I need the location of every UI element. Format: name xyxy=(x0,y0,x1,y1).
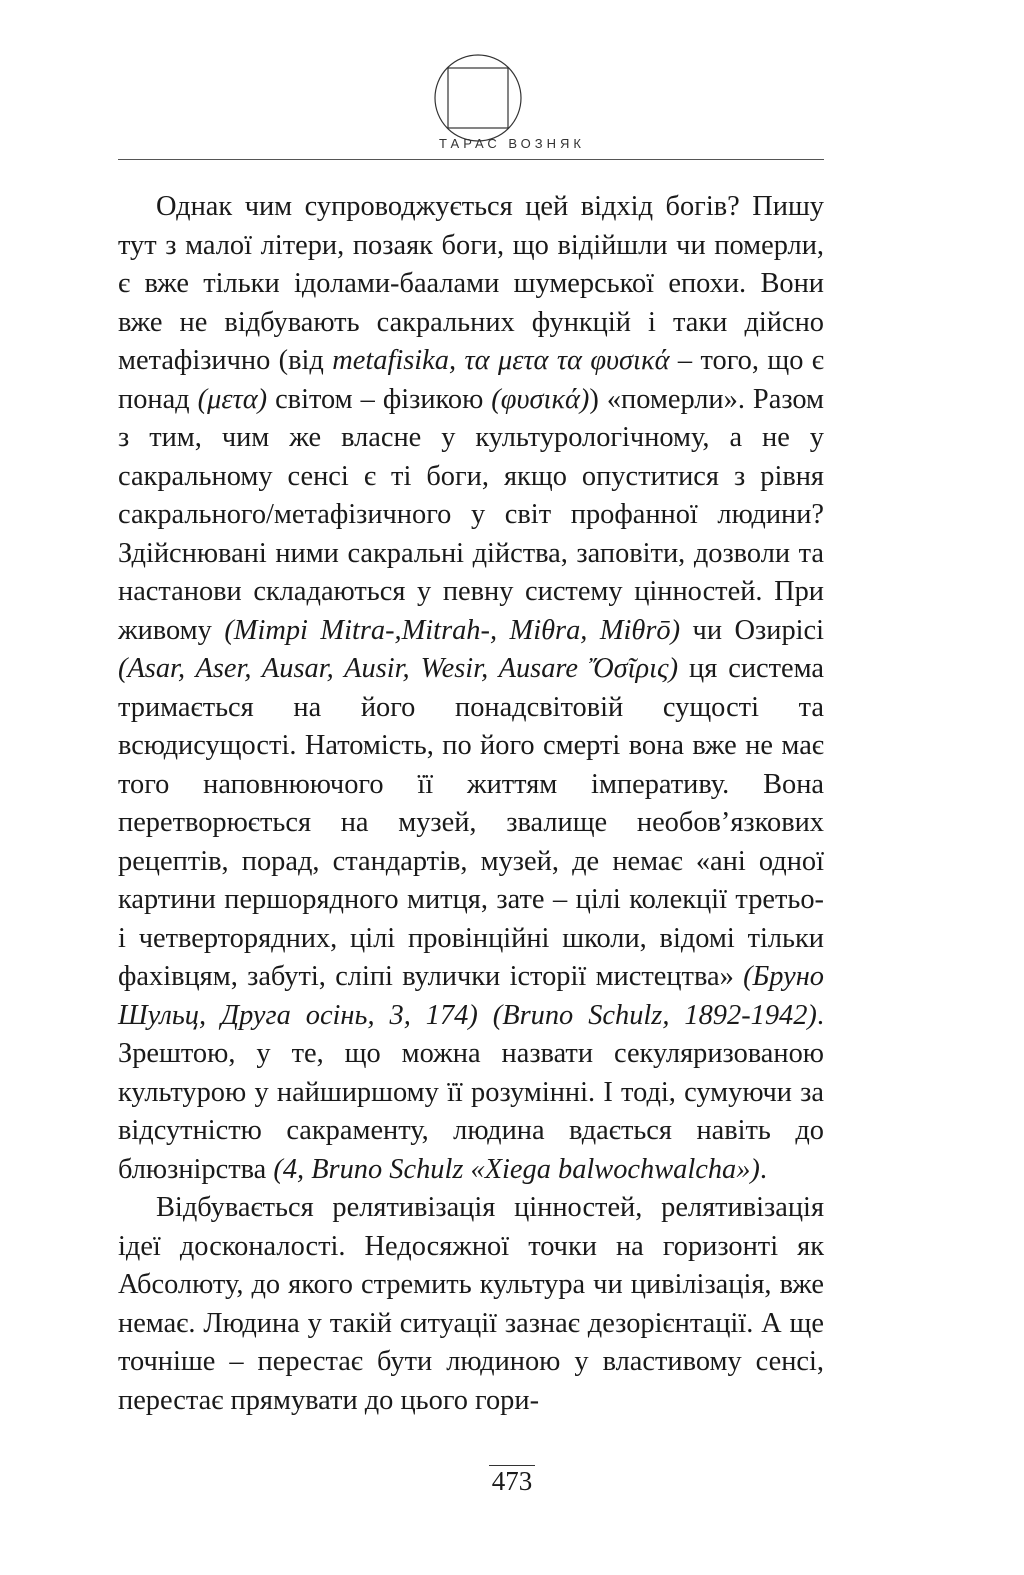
page-number-label: 473 xyxy=(489,1465,536,1496)
italic-run: (Mimpi Mitra-,Mitrah-, Miθra, Miθrō) xyxy=(224,614,681,646)
paragraph xyxy=(118,188,824,1189)
body-text xyxy=(118,188,824,1420)
text-run: чи Озирісі xyxy=(680,614,825,646)
italic-run: (μετα) xyxy=(197,383,268,415)
text-run: . Зрештою, у те, що можна назвати секуляризованою культурою у найширшому її розумінні. І тоді, сумуючи за відсутністю сакраменту, людина вдається навіть до блюзнірства xyxy=(118,999,824,1185)
italic-run: (Бруно Шульц, Друга осінь, 3, 174) (Bruno Schulz, 1892-1942) xyxy=(118,961,824,1031)
text-run: Однак чим супроводжується цей відхід богів? Пишу тут з малої літери, позаяк боги, що відійшли чи померли, є вже тільки ідолами-баалами шумерської епохи. Вони вже не відбувають сакральних функцій і таки дійсно метафізично (від xyxy=(118,191,824,376)
italic-run: (φυσικά) xyxy=(491,383,590,415)
text-run: Відбувається релятивізація цінностей, релятивізація ідеї досконалості. Недосяжної точки на горизонті як Абсолюту, до якого стремить культура чи цивілізація, вже немає. Людина у такій ситуації зазнає дезорієнтації. А ще точніше – перестає бути людиною у властивому сенсі, перестає прямувати до цього гори- xyxy=(118,1192,824,1416)
text-run: – того, що є понад xyxy=(118,345,824,415)
text-run: . xyxy=(759,1153,767,1185)
page-number xyxy=(0,1465,1024,1496)
italic-run: metafisika, τα μετα τα φυσικά xyxy=(332,345,670,376)
header-rule xyxy=(118,159,824,160)
text-run: світом – фізикою xyxy=(267,383,492,415)
italic-run: (Asar, Aser, Ausar, Ausir, Wesir, Ausare Ὄσῖρις) xyxy=(118,653,679,684)
paragraph xyxy=(118,1189,824,1420)
italic-run: (4, Bruno Schulz «Xiega balwochwalcha») xyxy=(273,1153,760,1185)
text-run: ця система тримається на його понадсвітовій сущості та всюдисущості. Натомість, по його смерті вона вже не має того наповнюючого її життям імперативу. Вона перетворюється на музей, звалище необов’язкових рецептів, порад, стандартів, музей, де немає «ані одної картини першорядного митця, зате – цілі колекції третьо- і четверторядних, цілі провінційні школи, відомі тільки фахівцям, забуті, сліпі вулички історії мистецтва» xyxy=(118,653,824,992)
circle-square-emblem-icon xyxy=(432,52,524,144)
running-head: ТАРАС ВОЗНЯК xyxy=(439,136,585,151)
text-run: ) «померли». Разом з тим, чим же власне у культурологічному, а не у сакральному сенсі є ті боги, якщо опуститися з рівня сакрального/метафізичного у світ профанної людини? Здійснювані ними сакральні дійства, заповіти, дозволи та настанови складаються у певну систему цінностей. При живому xyxy=(118,383,824,646)
